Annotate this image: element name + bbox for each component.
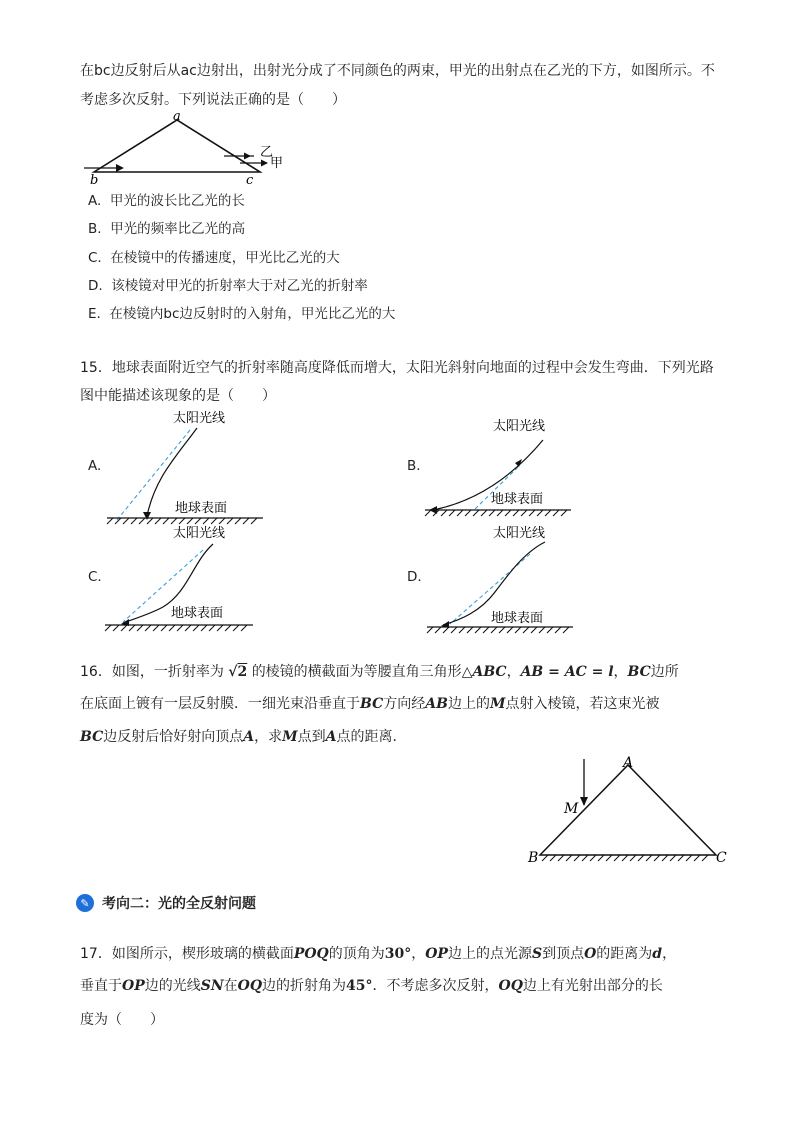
sun-label: 太阳光线 bbox=[173, 411, 226, 426]
q16-text-line3: BC边反射后恰好射向顶点A，求M点到A点的距离． bbox=[80, 729, 407, 745]
incident-arrow bbox=[116, 164, 124, 172]
q15-diagram-a[interactable] bbox=[105, 408, 265, 518]
sun-label: 太阳光线 bbox=[173, 526, 226, 541]
q14-text-line2: 考虑多次反射。下列说法正确的是（ ） bbox=[80, 92, 346, 108]
q14-text-line1: 在bc边反射后从ac边射出，出射光分成了不同颜色的两束，甲光的出射点在乙光的下方，如图所示。不 bbox=[80, 63, 715, 79]
q14-option-a[interactable]: A. 甲光的波长比乙光的长 bbox=[88, 193, 245, 209]
beam-arrow bbox=[580, 797, 588, 806]
q17-text-line2: 垂直于OP边的光线SN在OQ边的折射角为45°．不考虑多次反射，OQ边上有光射出部分的长 bbox=[80, 978, 663, 994]
q16-text-line1: 16．如图，一折射率为 √2 的棱镜的横截面为等腰直角三角形△ABC，AB = AC = l，BC边所 bbox=[80, 664, 679, 680]
vertex-C: C bbox=[716, 850, 727, 866]
q17-text-line3: 度为（ ） bbox=[80, 1012, 164, 1028]
point-M: M bbox=[564, 801, 579, 817]
ground-hatch bbox=[425, 510, 567, 516]
section-title: 考向二：光的全反射问题 bbox=[102, 896, 256, 912]
prism-triangle bbox=[94, 120, 260, 172]
pencil-icon: ✎ bbox=[76, 894, 94, 912]
ray-jia-arrow bbox=[261, 160, 268, 167]
ground-hatch bbox=[105, 625, 247, 631]
vertex-B: B bbox=[528, 850, 539, 866]
q15-text-line1: 15．地球表面附近空气的折射率随高度降低而增大，太阳光斜射向地面的过程中会发生弯曲．下列光路 bbox=[80, 360, 714, 376]
ground-label: 地球表面 bbox=[175, 501, 228, 516]
q14-option-c[interactable]: C. 在棱镜中的传播速度，甲光比乙光的大 bbox=[88, 250, 340, 266]
ground-label: 地球表面 bbox=[491, 492, 544, 507]
q15-diagram-b[interactable] bbox=[423, 415, 573, 525]
ground-hatch bbox=[427, 627, 569, 633]
label-yi: 乙 bbox=[260, 145, 274, 160]
q16-text-line2: 在底面上镀有一层反射膜．一细光束沿垂直于BC方向经AB边上的M点射入棱镜，若这束光被 bbox=[80, 696, 660, 712]
q14-option-e[interactable]: E. 在棱镜内bc边反射时的入射角，甲光比乙光的大 bbox=[88, 306, 396, 322]
q15-text-line2: 图中能描述该现象的是（ ） bbox=[80, 388, 276, 404]
q17-text-line1: 17．如图所示，楔形玻璃的横截面POQ的顶角为30°，OP边上的点光源S到顶点O的距离为d， bbox=[80, 946, 677, 962]
vertex-A: A bbox=[623, 755, 634, 771]
q15-diagram-c[interactable] bbox=[103, 522, 263, 632]
label-jia: 甲 bbox=[270, 156, 284, 171]
vertex-b: b bbox=[90, 173, 99, 188]
sqrt-expression: √2 bbox=[228, 664, 248, 680]
q14-prism-figure bbox=[84, 109, 284, 188]
section-heading bbox=[76, 893, 256, 913]
vertex-a: a bbox=[173, 109, 181, 124]
ground-label: 地球表面 bbox=[491, 611, 544, 626]
ray-yi-arrow bbox=[244, 153, 251, 160]
ground-label: 地球表面 bbox=[171, 606, 224, 621]
q15-diagram-d[interactable] bbox=[425, 522, 575, 632]
q15-option-d-letter[interactable]: D. bbox=[407, 569, 422, 585]
q15-option-c-letter[interactable]: C. bbox=[88, 569, 102, 585]
q16-prism-figure bbox=[528, 753, 738, 873]
q14-option-d[interactable]: D. 该棱镜对甲光的折射率大于对乙光的折射率 bbox=[88, 278, 368, 294]
vertex-c: c bbox=[246, 173, 254, 188]
q15-option-a-letter[interactable]: A. bbox=[88, 458, 102, 474]
q15-option-b-letter[interactable]: B. bbox=[407, 458, 421, 474]
sun-label: 太阳光线 bbox=[493, 526, 546, 541]
q14-option-b[interactable]: B. 甲光的频率比乙光的高 bbox=[88, 221, 246, 237]
reflective-film-hatch bbox=[542, 855, 708, 861]
sun-label: 太阳光线 bbox=[493, 419, 546, 434]
